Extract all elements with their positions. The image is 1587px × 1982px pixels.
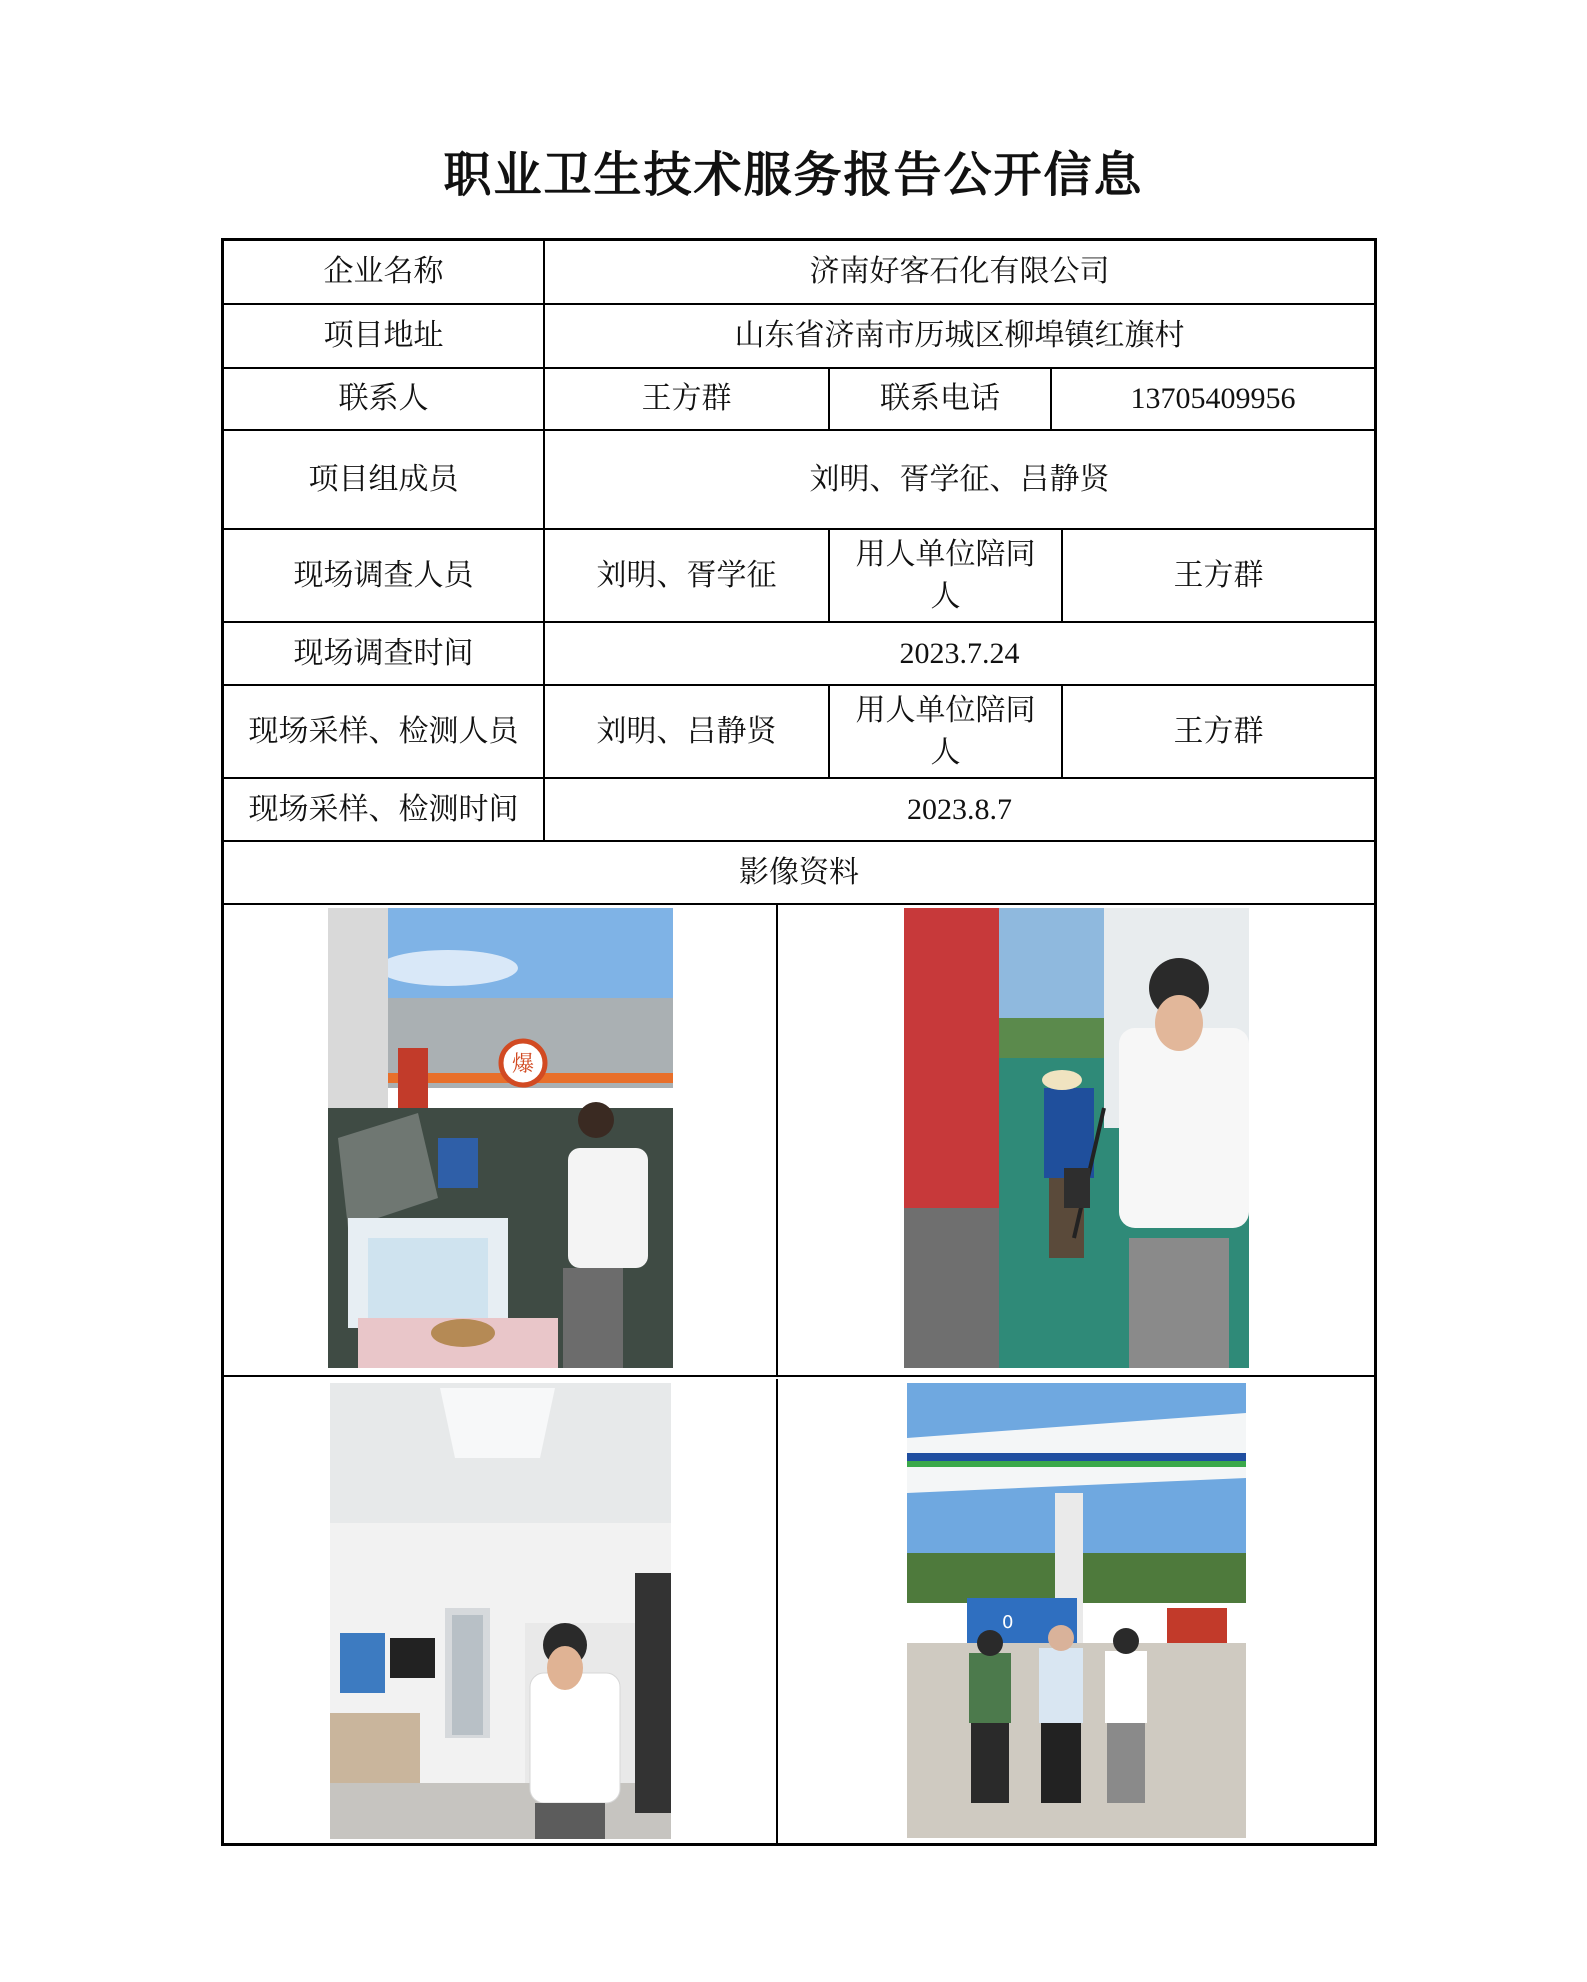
photo-row-1 <box>224 905 1374 1377</box>
phone-label: 联系电话 <box>828 369 1050 429</box>
photo-icon <box>907 1383 1246 1838</box>
company-label: 企业名称 <box>323 254 444 289</box>
survey-escort-label: 用人单位陪同人 <box>828 530 1061 621</box>
row-images-header <box>224 842 1374 905</box>
row-contact <box>224 369 1374 431</box>
sampling-time-label: 现场采样、检测时间 <box>248 791 519 827</box>
info-table <box>221 238 1377 1846</box>
row-survey-staff <box>224 530 1374 623</box>
photo-icon <box>330 1383 671 1839</box>
photo-icon <box>904 908 1249 1368</box>
sampling-time-value: 2023.8.7 <box>543 779 1374 840</box>
station-sign-text: 0 <box>1002 1612 1014 1633</box>
address-value: 山东省济南市历城区柳埠镇红旗村 <box>543 305 1374 367</box>
sampling-staff-label: 现场采样、检测人员 <box>248 713 519 749</box>
photo-cell-4 <box>776 1379 1374 1846</box>
contact-value: 王方群 <box>543 369 828 429</box>
images-label: 影像资料 <box>739 854 859 890</box>
sampling-escort-label: 用人单位陪同人 <box>828 686 1061 777</box>
sampling-escort-value: 王方群 <box>1061 686 1374 777</box>
row-sampling-time <box>224 779 1374 842</box>
address-label: 项目地址 <box>323 318 444 353</box>
photo-cell-1 <box>224 905 776 1375</box>
survey-time-value: 2023.7.24 <box>543 623 1374 684</box>
photo-cell-2 <box>776 905 1374 1375</box>
photo-refueling-measurement <box>904 908 1249 1368</box>
document-title: 职业卫生技术服务报告公开信息 <box>443 147 1144 203</box>
row-sampling-staff <box>224 686 1374 779</box>
company-value: 济南好客石化有限公司 <box>543 241 1374 303</box>
survey-escort-value: 王方群 <box>1061 530 1374 621</box>
members-value: 刘明、胥学征、吕静贤 <box>543 431 1374 528</box>
row-address <box>224 305 1374 369</box>
photo-office-measurement <box>330 1383 671 1839</box>
sampling-staff-value: 刘明、吕静贤 <box>543 686 828 777</box>
row-members <box>224 431 1374 530</box>
photo-tanker-measurement <box>328 908 673 1368</box>
hazard-glyph: 爆 <box>511 1052 535 1077</box>
contact-label: 联系人 <box>338 381 429 416</box>
photo-cell-3 <box>224 1379 776 1846</box>
photo-station-group <box>907 1383 1246 1838</box>
photo-icon <box>328 908 673 1368</box>
photo-row-2 <box>224 1379 1374 1846</box>
row-survey-time <box>224 623 1374 686</box>
phone-value: 13705409956 <box>1050 369 1374 429</box>
survey-staff-value: 刘明、胥学征 <box>543 530 828 621</box>
survey-time-label: 现场调查时间 <box>293 635 474 671</box>
members-label: 项目组成员 <box>308 461 459 497</box>
survey-staff-label: 现场调查人员 <box>293 557 474 593</box>
row-company <box>224 241 1374 305</box>
